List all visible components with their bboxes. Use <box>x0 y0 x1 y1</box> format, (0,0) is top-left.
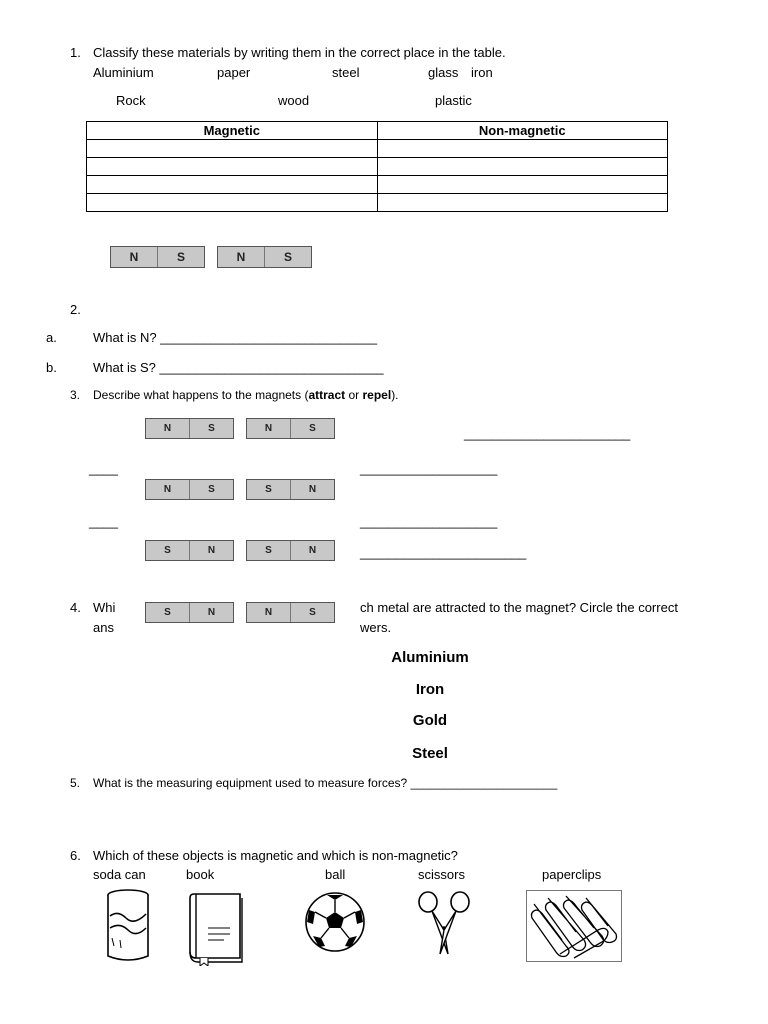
q5-question: What is the measuring equipment used to measure forces? ______________________ <box>93 776 558 790</box>
q6-number: 6. <box>70 848 81 863</box>
magnet-pole: S <box>164 607 171 618</box>
table-header-magnetic: Magnetic <box>87 122 378 140</box>
bar-magnet <box>110 246 205 268</box>
material-word: wood <box>278 93 310 108</box>
magnet-pole: N <box>189 603 233 622</box>
table-header-non-magnetic: Non-magnetic <box>377 122 668 140</box>
material-word: glass <box>428 65 459 80</box>
object-label: ball <box>325 867 346 882</box>
q2-number: 2. <box>70 302 81 317</box>
bar-magnet <box>246 479 335 500</box>
bar-magnet-pair <box>145 540 335 561</box>
bar-magnet-pair <box>145 602 335 623</box>
bar-magnet-pair <box>145 418 335 439</box>
magnet-pole: N <box>163 423 172 434</box>
answer-line[interactable]: ____ <box>89 461 118 476</box>
q4-text-fragment: ch metal are attracted to the magnet? Circle the correct <box>360 600 678 615</box>
magnet-pole: S <box>264 247 311 267</box>
soccer-ball-icon <box>303 890 367 954</box>
q2b-question: What is S? _______________________________ <box>93 360 384 375</box>
magnet-pole: S <box>164 545 171 556</box>
answer-line[interactable]: ___________________ <box>360 461 498 476</box>
magnet-pole: S <box>290 419 334 438</box>
table-cell[interactable] <box>377 176 668 194</box>
q4-text-fragment: wers. <box>360 620 392 635</box>
material-word: paper <box>217 65 251 80</box>
answer-line[interactable]: _______________________ <box>464 426 631 441</box>
magnet-pole: N <box>236 250 246 264</box>
classification-table <box>86 121 668 212</box>
object-label: paperclips <box>542 867 602 882</box>
soda-can-icon <box>100 888 156 964</box>
magnet-pole: N <box>189 541 233 560</box>
magnet-pole: S <box>157 247 204 267</box>
q3-prompt: Describe what happens to the magnets (attract or repel). <box>93 388 399 402</box>
table-cell[interactable] <box>377 140 668 158</box>
scissors-icon <box>414 888 474 958</box>
magnet-pole: S <box>265 545 272 556</box>
bar-magnet-pair <box>145 479 335 500</box>
q3-number: 3. <box>70 388 81 402</box>
q2a-label: a. <box>46 330 57 345</box>
magnet-pole: N <box>129 250 139 264</box>
magnet-pole: N <box>290 541 334 560</box>
bar-magnet <box>246 602 335 623</box>
q2a-question: What is N? ______________________________ <box>93 330 378 345</box>
magnet-pole: S <box>265 484 272 495</box>
bar-magnet <box>145 540 234 561</box>
table-cell[interactable] <box>87 194 378 212</box>
material-word: steel <box>332 65 360 80</box>
bar-magnet <box>217 246 312 268</box>
table-row <box>87 158 668 176</box>
q6-prompt: Which of these objects is magnetic and which is non-magnetic? <box>93 848 458 863</box>
table-row <box>87 194 668 212</box>
table-cell[interactable] <box>377 158 668 176</box>
object-label: book <box>186 867 215 882</box>
option-steel[interactable]: Steel <box>412 745 448 762</box>
magnet-pole: S <box>189 480 233 499</box>
q4-text-fragment: Whi <box>93 600 116 615</box>
magnet-pole: N <box>264 607 273 618</box>
magnet-pole: N <box>264 423 273 434</box>
option-aluminium[interactable]: Aluminium <box>391 649 469 666</box>
table-cell[interactable] <box>87 158 378 176</box>
material-word: Rock <box>116 93 146 108</box>
material-word: Aluminium <box>93 65 154 80</box>
option-gold[interactable]: Gold <box>412 712 448 729</box>
magnet-pole: S <box>189 419 233 438</box>
answer-line[interactable]: ___________________ <box>360 514 498 529</box>
q4-number: 4. <box>70 600 81 615</box>
book-icon <box>186 890 246 966</box>
answer-line[interactable]: ____ <box>89 514 118 529</box>
table-cell[interactable] <box>87 140 378 158</box>
table-cell[interactable] <box>377 194 668 212</box>
magnet-pole: S <box>290 603 334 622</box>
paperclips-icon <box>526 890 622 962</box>
material-word: iron <box>471 65 493 80</box>
magnet-pole: N <box>163 484 172 495</box>
bar-magnet <box>246 418 335 439</box>
answer-line[interactable]: _______________________ <box>360 545 527 560</box>
material-word: plastic <box>435 93 472 108</box>
object-label: scissors <box>418 867 465 882</box>
q1-number: 1. <box>70 45 81 60</box>
table-cell[interactable] <box>87 176 378 194</box>
table-row <box>87 140 668 158</box>
q5-number: 5. <box>70 776 81 790</box>
option-iron[interactable]: Iron <box>415 681 445 698</box>
q1-prompt: Classify these materials by writing them in the correct place in the table. <box>93 45 506 60</box>
table-row <box>87 176 668 194</box>
bar-magnet <box>145 602 234 623</box>
bar-magnet <box>145 418 234 439</box>
bar-magnet <box>145 479 234 500</box>
object-label: soda can <box>93 867 146 882</box>
q2b-label: b. <box>46 360 57 375</box>
magnet-pole: N <box>290 480 334 499</box>
bar-magnet-pair <box>110 246 312 268</box>
bar-magnet <box>246 540 335 561</box>
q4-text-fragment: ans <box>93 620 114 635</box>
